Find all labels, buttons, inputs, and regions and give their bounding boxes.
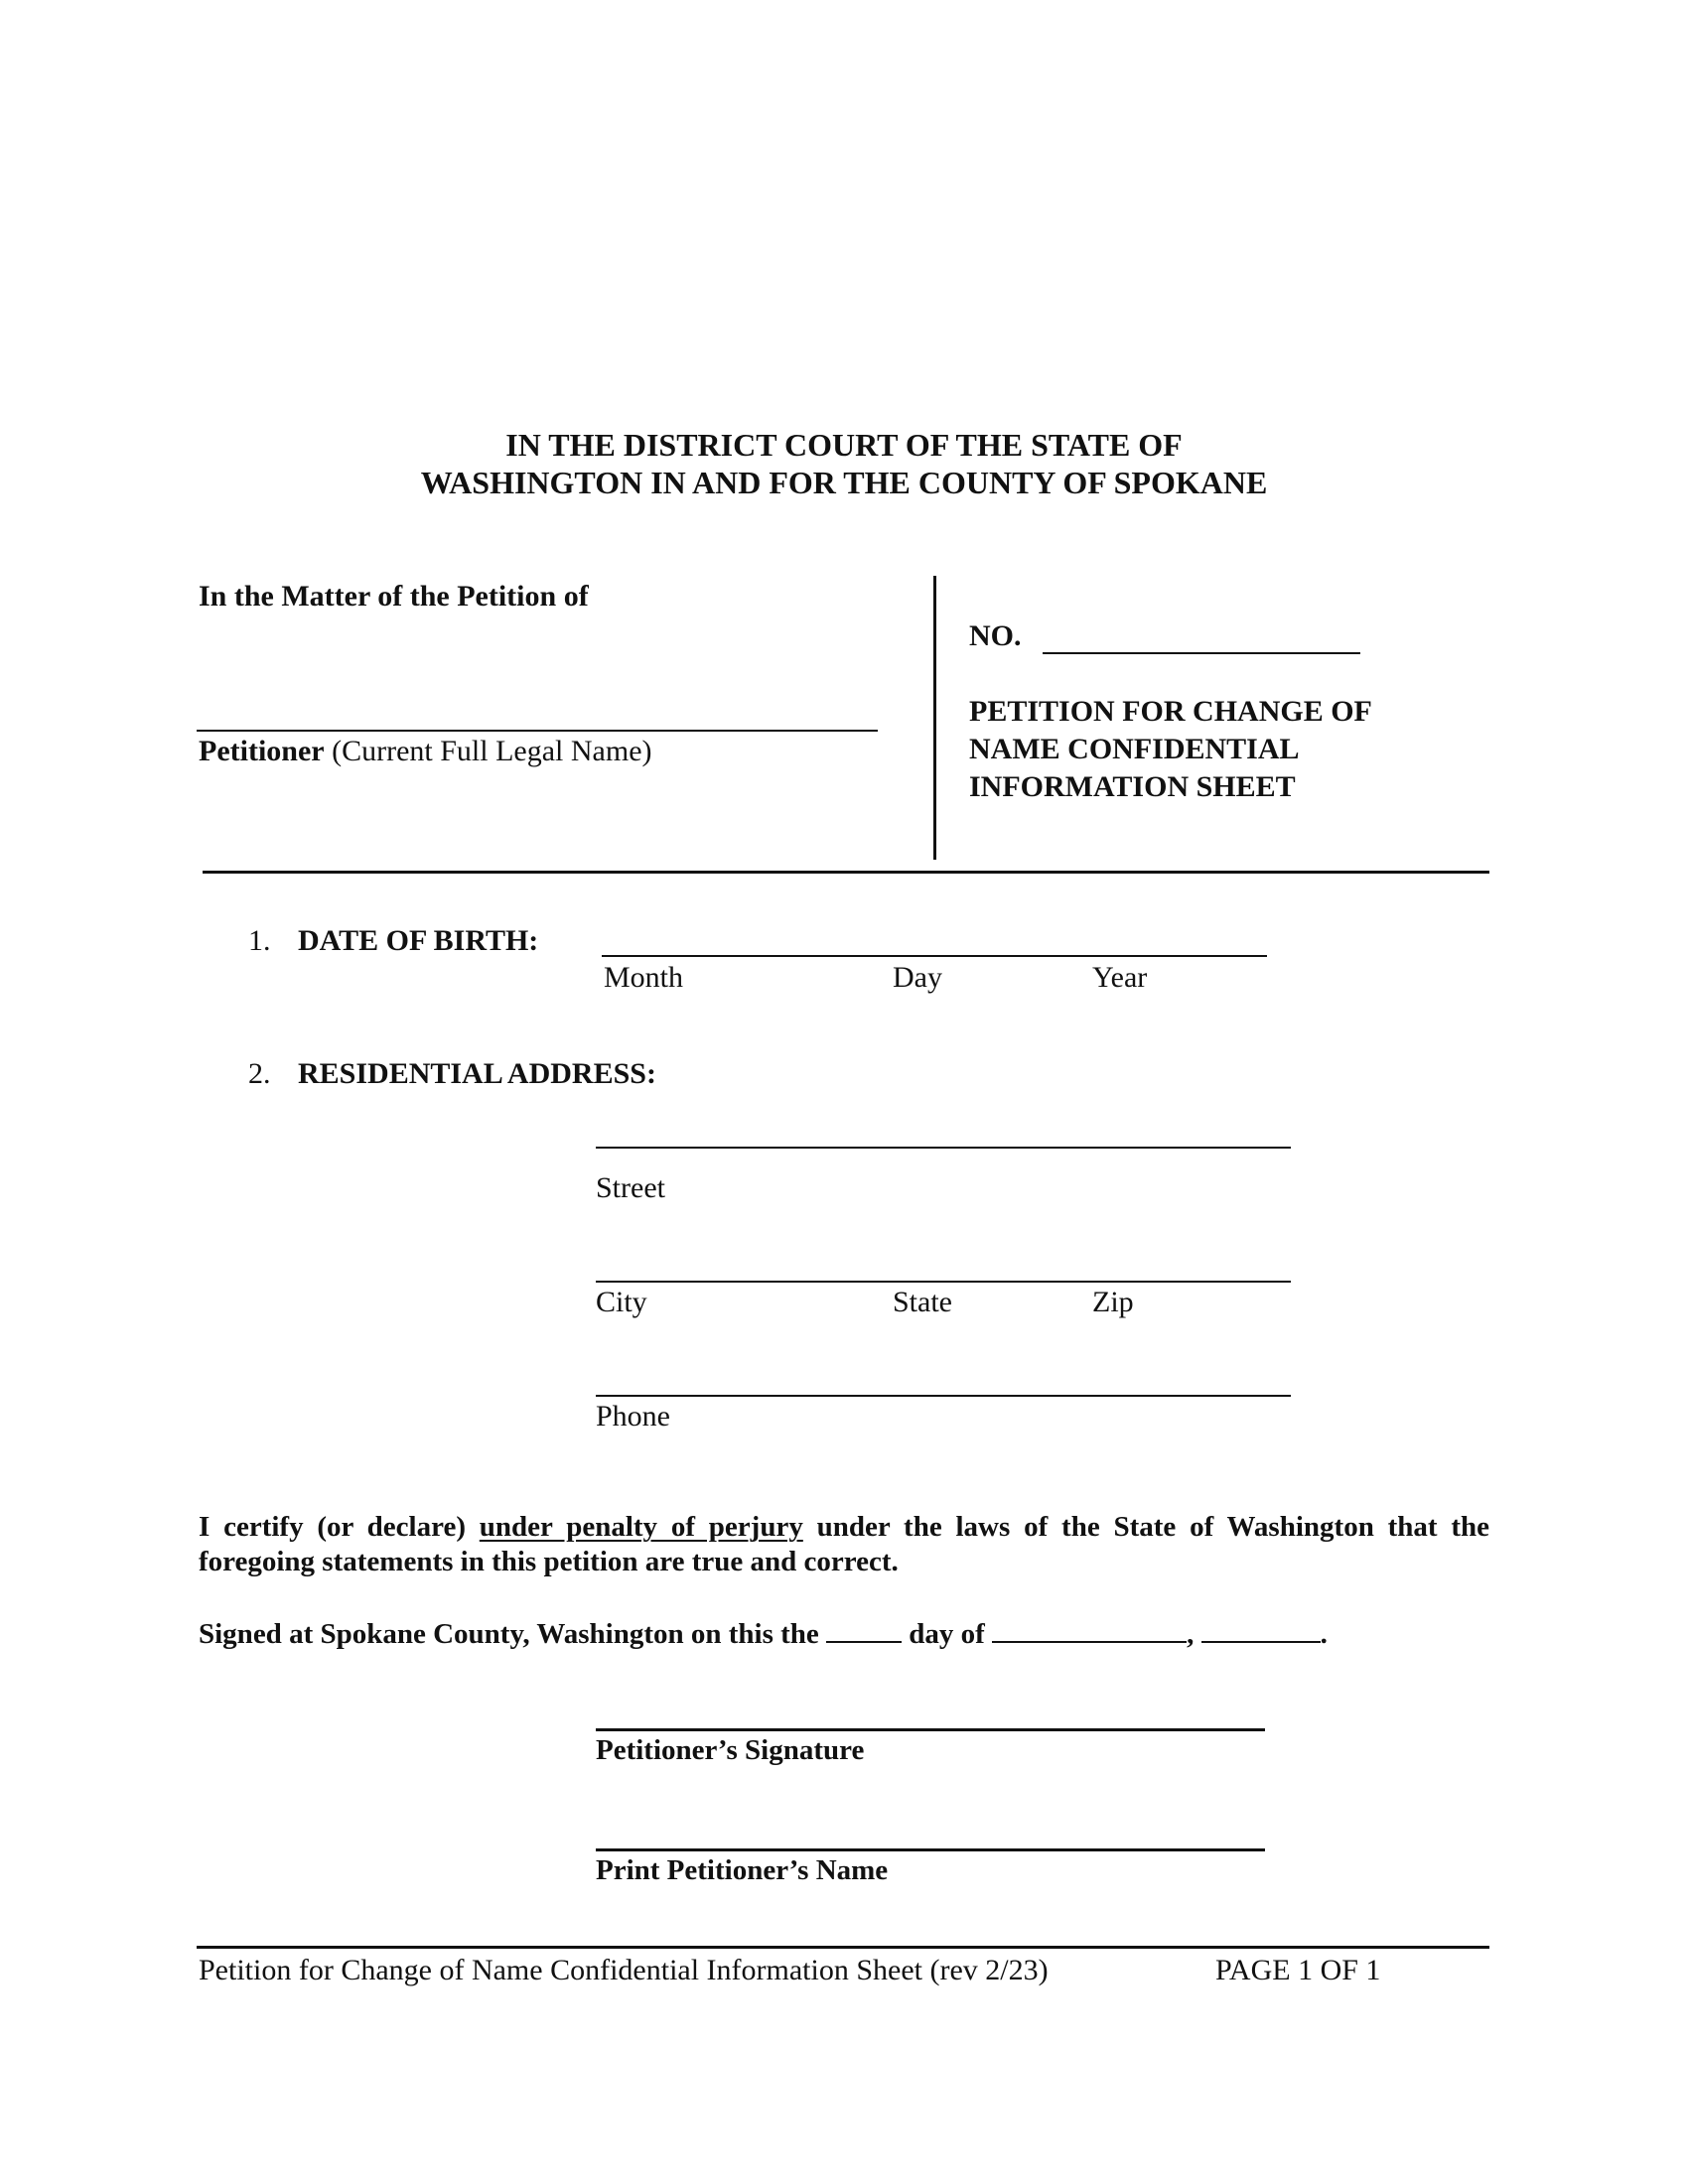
form-title-line2: NAME CONFIDENTIAL [969, 733, 1300, 765]
signed-prefix: Signed at Spokane County, Washington on this the [199, 1618, 819, 1650]
petitioner-label: Petitioner [199, 735, 325, 767]
signed-day-of: day of [909, 1618, 985, 1650]
petitioner-note: (Current Full Legal Name) [332, 735, 652, 767]
street-label: Street [596, 1171, 665, 1204]
case-number-label: NO. [969, 619, 1022, 652]
dob-label: DATE OF BIRTH: [298, 924, 539, 957]
court-caption-line1: IN THE DISTRICT COURT OF THE STATE OF [505, 427, 1183, 463]
court-caption-line2: WASHINGTON IN AND FOR THE COUNTY OF SPOKANE [420, 465, 1268, 500]
footer-rule [197, 1946, 1489, 1949]
city-state-zip-line[interactable] [596, 1281, 1291, 1283]
phone-line[interactable] [596, 1395, 1291, 1397]
address-number: 2. [248, 1057, 271, 1090]
print-name-label: Print Petitioner’s Name [596, 1854, 889, 1886]
phone-label: Phone [596, 1400, 670, 1433]
signed-at-row [199, 1615, 1328, 1651]
address-label: RESIDENTIAL ADDRESS: [298, 1057, 656, 1090]
state-label: State [893, 1286, 952, 1318]
dob-line[interactable] [602, 955, 1267, 957]
dob-year-label: Year [1092, 961, 1148, 994]
matter-heading: In the Matter of the Petition of [199, 580, 589, 613]
city-label: City [596, 1286, 647, 1318]
signed-month-blank[interactable] [992, 1615, 1187, 1643]
penalty-of-perjury: under penalty of perjury [479, 1511, 803, 1543]
signature-label: Petitioner’s Signature [596, 1734, 865, 1766]
case-number-line[interactable] [1043, 652, 1360, 654]
footer-form-title: Petition for Change of Name Confidential Information Sheet (rev 2/23) [199, 1954, 1049, 1986]
form-title-line1: PETITION FOR CHANGE OF [969, 695, 1372, 728]
footer-page-number: PAGE 1 OF 1 [1215, 1954, 1381, 1986]
signature-line[interactable] [596, 1728, 1265, 1731]
certification-part1: I certify (or declare) [199, 1511, 466, 1543]
signed-year-blank[interactable] [1201, 1615, 1321, 1643]
signed-day-blank[interactable] [826, 1615, 902, 1643]
certification-part2: under the laws of the State of Washington that the [816, 1511, 1490, 1543]
dob-day-label: Day [893, 961, 942, 994]
signed-period: . [1320, 1618, 1328, 1650]
street-line[interactable] [596, 1147, 1291, 1149]
zip-label: Zip [1092, 1286, 1134, 1318]
certification-line1 [199, 1511, 1489, 1544]
caption-divider [933, 576, 936, 860]
petitioner-label-row [199, 735, 652, 768]
caption-bottom-rule [203, 871, 1489, 874]
certification-line2: foregoing statements in this petition are true and correct. [199, 1546, 899, 1577]
petitioner-name-line[interactable] [197, 730, 878, 732]
signed-comma: , [1187, 1618, 1195, 1650]
dob-number: 1. [248, 924, 271, 957]
form-title-line3: INFORMATION SHEET [969, 770, 1296, 803]
dob-month-label: Month [604, 961, 684, 994]
print-name-line[interactable] [596, 1848, 1265, 1851]
